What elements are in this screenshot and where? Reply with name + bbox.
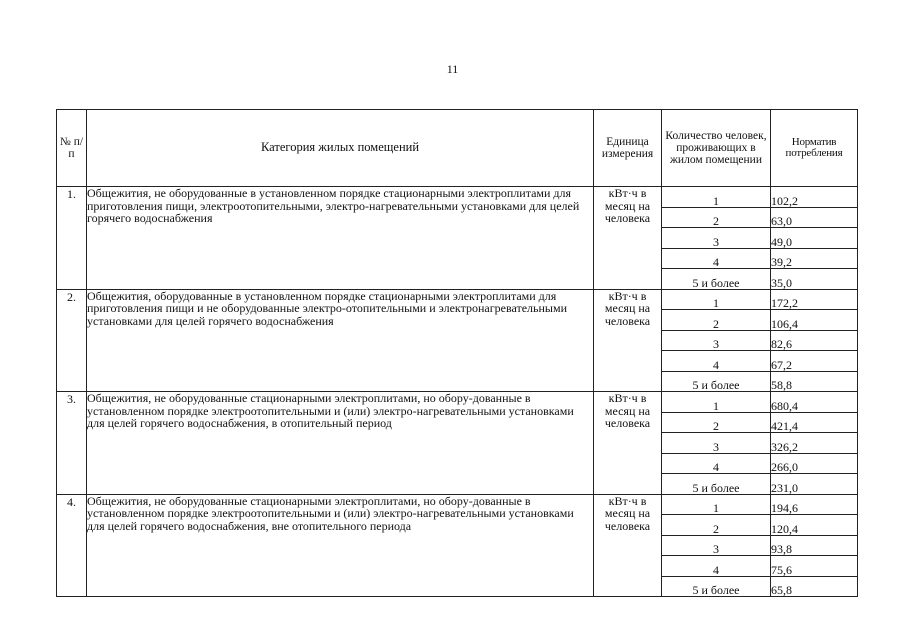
norm-value-cell: 63,0 — [771, 207, 858, 228]
people-count-cell: 1 — [662, 494, 771, 515]
category-cell: Общежития, не оборудованные в установленном порядке стационарными электроплитами для приготовления пищи, электроотопительными, электро-нагревательными установками для целей горячего водоснабжения — [87, 187, 594, 290]
table-header-row — [57, 110, 858, 187]
consumption-norms-table — [56, 109, 858, 597]
category-cell: Общежития, не оборудованные стационарными электроплитами, но обору-дованные в установленном порядке электроотопительными и (или) электро-нагревательными установками для целей горячего водоснабжения, вне отопительного периода — [87, 494, 594, 597]
unit-cell: кВт·ч в месяц на человека — [594, 494, 662, 597]
header-num: № п/п — [57, 110, 87, 187]
norm-value-cell: 106,4 — [771, 310, 858, 331]
table-row — [57, 494, 858, 515]
norm-value-cell: 231,0 — [771, 474, 858, 495]
header-people: Количество человек, проживающих в жилом помещении — [662, 110, 771, 187]
unit-cell: кВт·ч в месяц на человека — [594, 187, 662, 290]
people-count-cell: 4 — [662, 556, 771, 577]
header-category: Категория жилых помещений — [87, 110, 594, 187]
table-row — [57, 187, 858, 208]
norm-value-cell: 93,8 — [771, 535, 858, 556]
people-count-cell: 1 — [662, 289, 771, 310]
table-row — [57, 392, 858, 413]
norm-value-cell: 172,2 — [771, 289, 858, 310]
table-row — [57, 289, 858, 310]
header-unit: Единица измерения — [594, 110, 662, 187]
people-count-cell: 5 и более — [662, 269, 771, 290]
norm-value-cell: 421,4 — [771, 412, 858, 433]
row-number: 2. — [57, 289, 87, 392]
norm-value-cell: 58,8 — [771, 371, 858, 392]
people-count-cell: 2 — [662, 412, 771, 433]
row-number: 1. — [57, 187, 87, 290]
norm-value-cell: 49,0 — [771, 228, 858, 249]
people-count-cell: 5 и более — [662, 576, 771, 597]
people-count-cell: 3 — [662, 228, 771, 249]
norm-value-cell: 680,4 — [771, 392, 858, 413]
people-count-cell: 5 и более — [662, 371, 771, 392]
people-count-cell: 1 — [662, 187, 771, 208]
header-norm: Норматив потребления — [771, 110, 858, 187]
people-count-cell: 2 — [662, 207, 771, 228]
norm-value-cell: 120,4 — [771, 515, 858, 536]
norm-value-cell: 39,2 — [771, 248, 858, 269]
norm-value-cell: 102,2 — [771, 187, 858, 208]
people-count-cell: 4 — [662, 248, 771, 269]
norm-value-cell: 194,6 — [771, 494, 858, 515]
people-count-cell: 3 — [662, 330, 771, 351]
people-count-cell: 3 — [662, 433, 771, 454]
norm-value-cell: 65,8 — [771, 576, 858, 597]
row-number: 3. — [57, 392, 87, 495]
norm-value-cell: 266,0 — [771, 453, 858, 474]
norm-value-cell: 35,0 — [771, 269, 858, 290]
category-cell: Общежития, не оборудованные стационарными электроплитами, но обору-дованные в установленном порядке электроотопительными и (или) электро-нагревательными установками для целей горячего водоснабжения, в отопительный период — [87, 392, 594, 495]
page-number: 11 — [446, 62, 459, 76]
category-cell: Общежития, оборудованные в установленном порядке стационарными электроплитами для приготовления пищи и не оборудованные электро-отопительными и электронагревательными установками для целей горячего водоснабжения — [87, 289, 594, 392]
norm-value-cell: 326,2 — [771, 433, 858, 454]
people-count-cell: 2 — [662, 515, 771, 536]
people-count-cell: 2 — [662, 310, 771, 331]
norm-value-cell: 75,6 — [771, 556, 858, 577]
row-number: 4. — [57, 494, 87, 597]
people-count-cell: 1 — [662, 392, 771, 413]
norm-value-cell: 82,6 — [771, 330, 858, 351]
unit-cell: кВт·ч в месяц на человека — [594, 392, 662, 495]
people-count-cell: 4 — [662, 453, 771, 474]
people-count-cell: 4 — [662, 351, 771, 372]
unit-cell: кВт·ч в месяц на человека — [594, 289, 662, 392]
people-count-cell: 3 — [662, 535, 771, 556]
people-count-cell: 5 и более — [662, 474, 771, 495]
norm-value-cell: 67,2 — [771, 351, 858, 372]
